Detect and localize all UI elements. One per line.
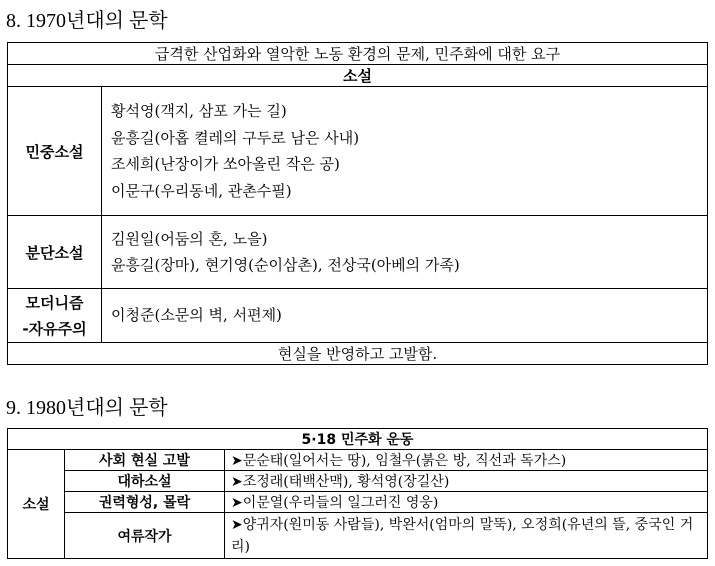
- row-works-modernism: [102, 289, 708, 343]
- table-1970s: [7, 42, 708, 365]
- list-item: 김원일(어둠의 혼, 노을): [111, 229, 268, 248]
- row-label: 여류작가: [65, 513, 225, 559]
- row-desc: ➤이문열(우리들의 일그러진 영웅): [225, 492, 708, 513]
- row-label-bundan: 분단소설: [8, 216, 102, 289]
- section1-heading: 8. 1970년대의 문학: [6, 10, 168, 32]
- list-item: 윤흥길(장마), 현기영(순이삼촌), 전상국(아베의 가족): [111, 256, 460, 274]
- row-desc: ➤양귀자(원미동 사람들), 박완서(엄마의 말뚝), 오정희(유년의 뜰, 중국인 거리): [225, 513, 708, 559]
- row-desc: ➤문순태(일어서는 땅), 임철우(붉은 방, 직선과 독가스): [225, 450, 708, 471]
- label-line: -자유주의: [22, 319, 87, 338]
- list-item: 윤흥길(아홉 켤레의 구두로 남은 사내): [111, 128, 360, 147]
- genre-cell: 소설: [8, 65, 708, 87]
- section2-heading: 9. 1980년대의 문학: [6, 397, 168, 419]
- genre-cell: 소설: [8, 450, 65, 559]
- list-item: 이청준(소문의 벽, 서편제): [111, 306, 282, 325]
- row-desc: ➤조정래(태백산맥), 황석영(장길산): [225, 471, 708, 492]
- list-item: 조세희(난장이가 쏘아올린 작은 공): [111, 155, 340, 173]
- row-label: 사회 현실 고발: [65, 450, 225, 471]
- intro-cell: 급격한 산업화와 열악한 노동 환경의 문제, 민주화에 대한 요구: [8, 43, 708, 65]
- row-works-bundan: [102, 216, 708, 289]
- row-label: 권력형성, 몰락: [65, 492, 225, 513]
- footer-cell: 현실을 반영하고 고발함.: [8, 343, 708, 365]
- row-label-modernism: [8, 289, 102, 343]
- table-1980s: [7, 428, 708, 559]
- list-item: 황석영(객지, 삼포 가는 길): [111, 102, 287, 120]
- row-label: 대하소설: [65, 471, 225, 492]
- row-works-minjung: [102, 87, 708, 216]
- label-line: 모더니즘: [25, 293, 84, 312]
- list-item: 이문구(우리동네, 관촌수필): [111, 181, 292, 200]
- header-cell: 5·18 민주화 운동: [8, 429, 708, 450]
- row-label-minjung: 민중소설: [8, 87, 102, 216]
